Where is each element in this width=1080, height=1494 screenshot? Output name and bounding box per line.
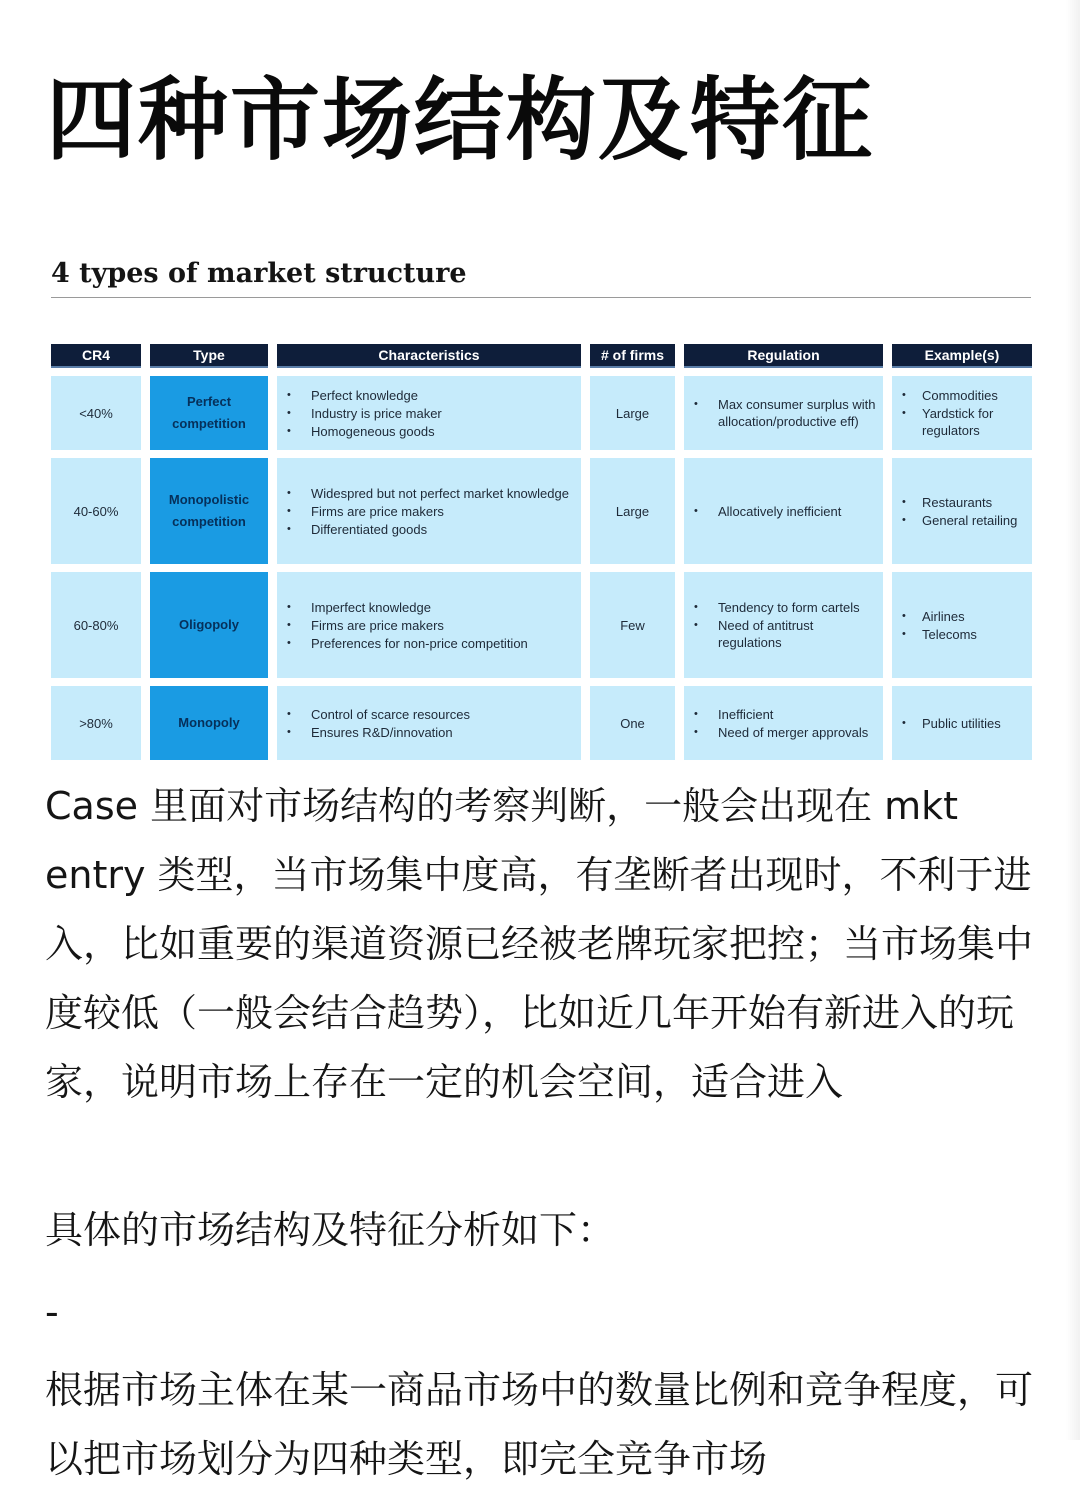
bullet-item: • Max consumer surplus with allocation/productive eff) bbox=[692, 396, 877, 430]
type-cell: Monopoly bbox=[150, 686, 268, 760]
bullet-item: • Control of scarce resources bbox=[285, 706, 575, 723]
bullet-item: • Inefficient bbox=[692, 706, 877, 723]
num-firms-cell: Large bbox=[590, 376, 675, 450]
regulation-cell bbox=[684, 458, 883, 564]
table-subtitle: 4 types of market structure bbox=[51, 258, 467, 289]
characteristics-cell-list bbox=[285, 484, 575, 539]
header-cr4: CR4 bbox=[51, 344, 141, 368]
num-firms-cell: One bbox=[590, 686, 675, 760]
characteristics-cell-list bbox=[285, 386, 575, 441]
bullet-item: • Perfect knowledge bbox=[285, 387, 575, 404]
bullet-item: • Industry is price maker bbox=[285, 405, 575, 422]
examples-cell bbox=[892, 686, 1032, 760]
bullet-item: • Need of merger approvals bbox=[692, 724, 877, 741]
examples-cell-list bbox=[900, 607, 1026, 644]
bullet-item: • Restaurants bbox=[900, 494, 1026, 511]
bullet-item: • Allocatively inefficient bbox=[692, 503, 877, 520]
characteristics-cell-list bbox=[285, 598, 575, 653]
bullet-item: • Ensures R&D/innovation bbox=[285, 724, 575, 741]
examples-cell-list bbox=[900, 386, 1026, 440]
cr4-cell: 60-80% bbox=[51, 572, 141, 678]
header-characteristics: Characteristics bbox=[277, 344, 581, 368]
characteristics-cell bbox=[277, 572, 581, 678]
bullet-item: • Homogeneous goods bbox=[285, 423, 575, 440]
examples-cell bbox=[892, 458, 1032, 564]
type-cell: Perfect competition bbox=[150, 376, 268, 450]
bullet-item: • Airlines bbox=[900, 608, 1026, 625]
bullet-item: • Commodities bbox=[900, 387, 1026, 404]
body-paragraph-2: 具体的市场结构及特征分析如下： bbox=[45, 1208, 616, 1252]
regulation-cell bbox=[684, 376, 883, 450]
page-title: 四种市场结构及特征 bbox=[46, 68, 874, 173]
body-separator: - bbox=[45, 1290, 59, 1334]
market-structure-table bbox=[51, 344, 1031, 760]
cr4-cell: >80% bbox=[51, 686, 141, 760]
characteristics-cell-list bbox=[285, 705, 575, 742]
body-paragraph-3: 根据市场主体在某一商品市场中的数量比例和竞争程度，可以把市场划分为四种类型，即完全竞争市场 bbox=[45, 1368, 1034, 1481]
bullet-item: • Firms are price makers bbox=[285, 503, 575, 520]
examples-cell-list bbox=[900, 714, 1026, 733]
regulation-cell-list bbox=[692, 395, 877, 431]
type-cell: Monopolistic competition bbox=[150, 458, 268, 564]
subtitle-divider bbox=[51, 297, 1031, 298]
regulation-cell-list bbox=[692, 705, 877, 742]
examples-cell bbox=[892, 572, 1032, 678]
bullet-item: • Differentiated goods bbox=[285, 521, 575, 538]
bullet-item: • General retailing bbox=[900, 512, 1026, 529]
examples-cell bbox=[892, 376, 1032, 450]
header-num-firms: # of firms bbox=[590, 344, 675, 368]
bullet-item: • Imperfect knowledge bbox=[285, 599, 575, 616]
num-firms-cell: Large bbox=[590, 458, 675, 564]
bullet-item: • Firms are price makers bbox=[285, 617, 575, 634]
characteristics-cell bbox=[277, 376, 581, 450]
bullet-item: • Telecoms bbox=[900, 626, 1026, 643]
bullet-item: • Tendency to form cartels bbox=[692, 599, 877, 616]
cr4-cell: <40% bbox=[51, 376, 141, 450]
bullet-item: • Need of antitrust regulations bbox=[692, 617, 877, 651]
regulation-cell-list bbox=[692, 598, 877, 652]
bullet-item: • Yardstick for regulators bbox=[900, 405, 1026, 439]
type-cell: Oligopoly bbox=[150, 572, 268, 678]
bullet-item: • Public utilities bbox=[900, 715, 1026, 732]
header-examples: Example(s) bbox=[892, 344, 1032, 368]
header-regulation: Regulation bbox=[684, 344, 883, 368]
characteristics-cell bbox=[277, 686, 581, 760]
examples-cell-list bbox=[900, 493, 1026, 530]
bullet-item: • Preferences for non-price competition bbox=[285, 635, 575, 652]
regulation-cell bbox=[684, 686, 883, 760]
regulation-cell bbox=[684, 572, 883, 678]
scrollbar-edge bbox=[1066, 0, 1080, 1440]
bullet-item: • Widespred but not perfect market knowledge bbox=[285, 485, 575, 502]
regulation-cell-list bbox=[692, 502, 877, 521]
num-firms-cell: Few bbox=[590, 572, 675, 678]
characteristics-cell bbox=[277, 458, 581, 564]
header-type: Type bbox=[150, 344, 268, 368]
cr4-cell: 40-60% bbox=[51, 458, 141, 564]
body-paragraph-1: Case 里面对市场结构的考察判断，一般会出现在 mkt entry 类型，当市场集中度高，有垄断者出现时，不利于进入，比如重要的渠道资源已经被老牌玩家把控；当市场集中度较低（一般会结合趋势），比如近几年开始有新进入的玩家，说明市场上存在一定的机会空间，适合进入 bbox=[45, 784, 1034, 1104]
